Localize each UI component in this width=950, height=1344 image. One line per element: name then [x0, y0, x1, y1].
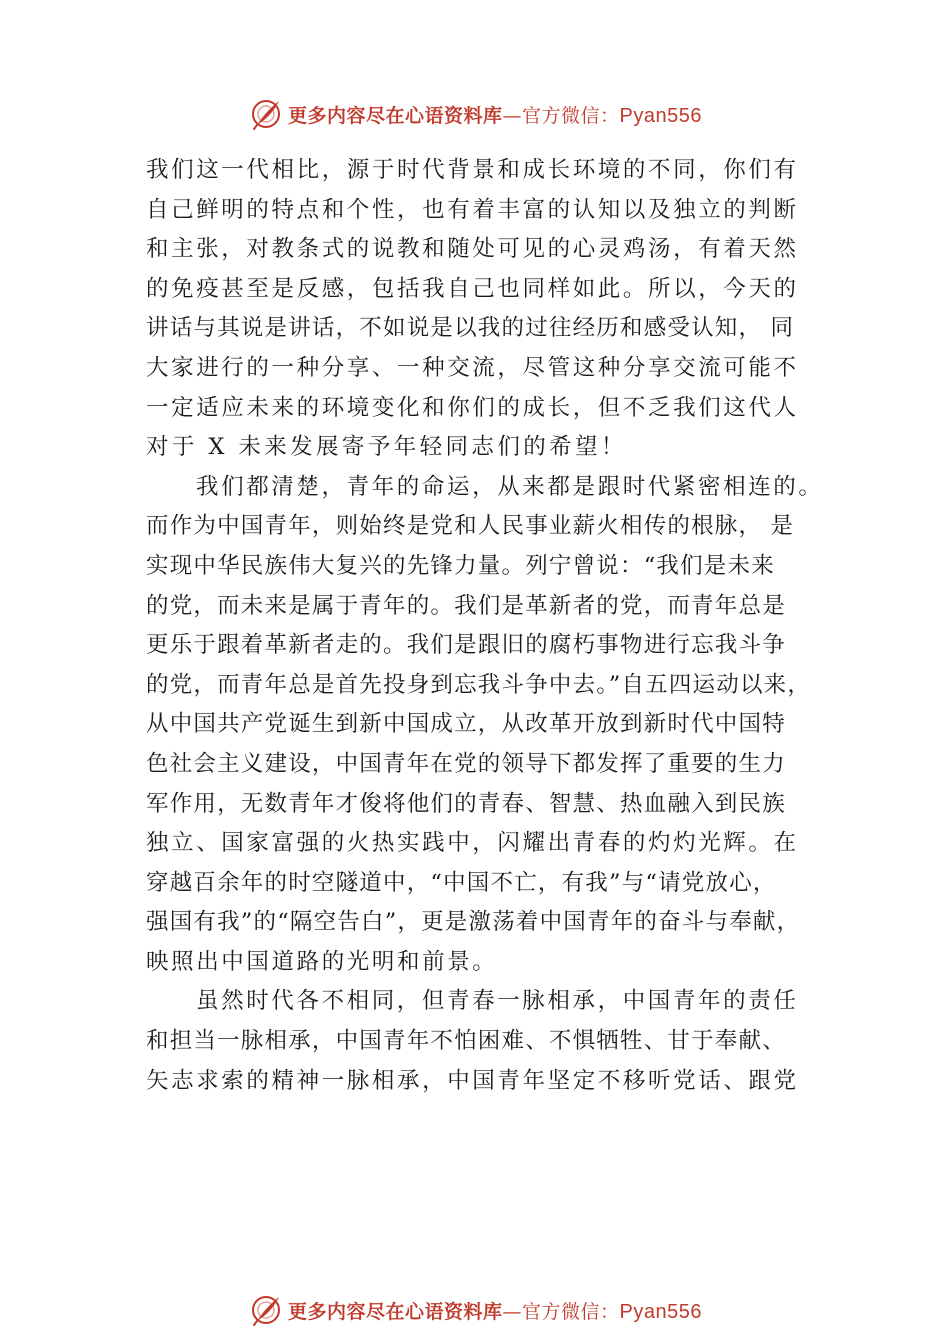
text-line: 军作用，无数青年才俊将他们的青春、智慧、热血融入到民族	[146, 790, 786, 817]
watermark-wechat-id: Pyan556	[619, 1300, 702, 1323]
paragraph-3	[146, 982, 836, 1101]
text-line: 映照出中国道路的光明和前景。	[146, 948, 498, 975]
text-line: 自己鲜明的特点和个性，也有着丰富的认知以及独立的判断	[146, 196, 799, 223]
text-line: 独立、国家富强的火热实践中，闪耀出青春的灼灼光辉。在	[146, 830, 799, 857]
text-line: 矢志求索的精神一脉相承，中国青年坚定不移听党话、跟党	[146, 1067, 799, 1094]
document-body	[146, 151, 836, 1101]
text-line: 穿越百余年的时空隧道中，“中国不亡，有我”与“请党放心，	[146, 869, 777, 896]
text-line: 的党，而青年总是首先投身到忘我斗争中去。”自五四运动以来，	[146, 671, 812, 698]
header-watermark	[0, 94, 950, 134]
watermark-dash: —	[502, 1300, 523, 1323]
watermark-wechat-label: 官方微信：	[522, 1300, 620, 1323]
watermark-text	[288, 101, 702, 128]
text-line: 更乐于跟着革新者走的。我们是跟旧的腐朽事物进行忘我斗争	[146, 632, 786, 659]
paragraph-1	[146, 151, 836, 468]
text-line: 讲话与其说是讲话，不如说是以我的过往经历和感受认知， 同	[146, 315, 795, 342]
text-line: 从中国共产党诞生到新中国成立，从改革开放到新时代中国特	[146, 711, 786, 738]
text-line: 的免疫甚至是反感，包括我自己也同样如此。所以，今天的	[146, 275, 799, 302]
quill-logo-icon	[248, 1292, 284, 1328]
watermark-brand: 更多内容尽在心语资料库	[288, 1300, 503, 1323]
text-line: 我们这一代相比，源于时代背景和成长环境的不同，你们有	[146, 157, 799, 183]
text-line: 一定适应未来的环境变化和你们的成长，但不乏我们这代人	[146, 394, 799, 421]
text-line: 而作为中国青年，则始终是党和人民事业薪火相传的根脉， 是	[146, 513, 795, 540]
text-line: 大家进行的一种分享、一种交流，尽管这种分享交流可能不	[146, 354, 799, 381]
watermark-wechat-label: 官方微信：	[522, 104, 620, 127]
text-line: 的党，而未来是属于青年的。我们是革新者的党，而青年总是	[146, 592, 786, 619]
text-line: 实现中华民族伟大复兴的先锋力量。列宁曾说：“我们是未来	[146, 552, 775, 579]
text-line: 色社会主义建设，中国青年在党的领导下都发挥了重要的生力	[146, 750, 786, 777]
watermark-wechat-id: Pyan556	[619, 104, 702, 127]
text-line: 虽然时代各不相同，但青春一脉相承，中国青年的责任	[196, 988, 799, 1015]
text-line: 对于 X 未来发展寄予年轻同志们的希望！	[146, 434, 627, 461]
watermark-text	[288, 1297, 702, 1324]
quill-logo-icon	[248, 96, 284, 132]
watermark-dash: —	[502, 104, 523, 127]
text-line: 和担当一脉相承，中国青年不怕困难、不惧牺牲、甘于奉献、	[146, 1028, 786, 1055]
text-line: 和主张，对教条式的说教和随处可见的心灵鸡汤，有着天然	[146, 236, 799, 263]
text-line: 我们都清楚，青年的命运，从来都是跟时代紧密相连的。	[196, 473, 824, 500]
text-line: 强国有我”的“隔空告白”，更是激荡着中国青年的奋斗与奉献，	[146, 909, 801, 936]
paragraph-2	[146, 468, 836, 983]
watermark-brand: 更多内容尽在心语资料库	[288, 104, 503, 127]
footer-watermark	[0, 1290, 950, 1330]
